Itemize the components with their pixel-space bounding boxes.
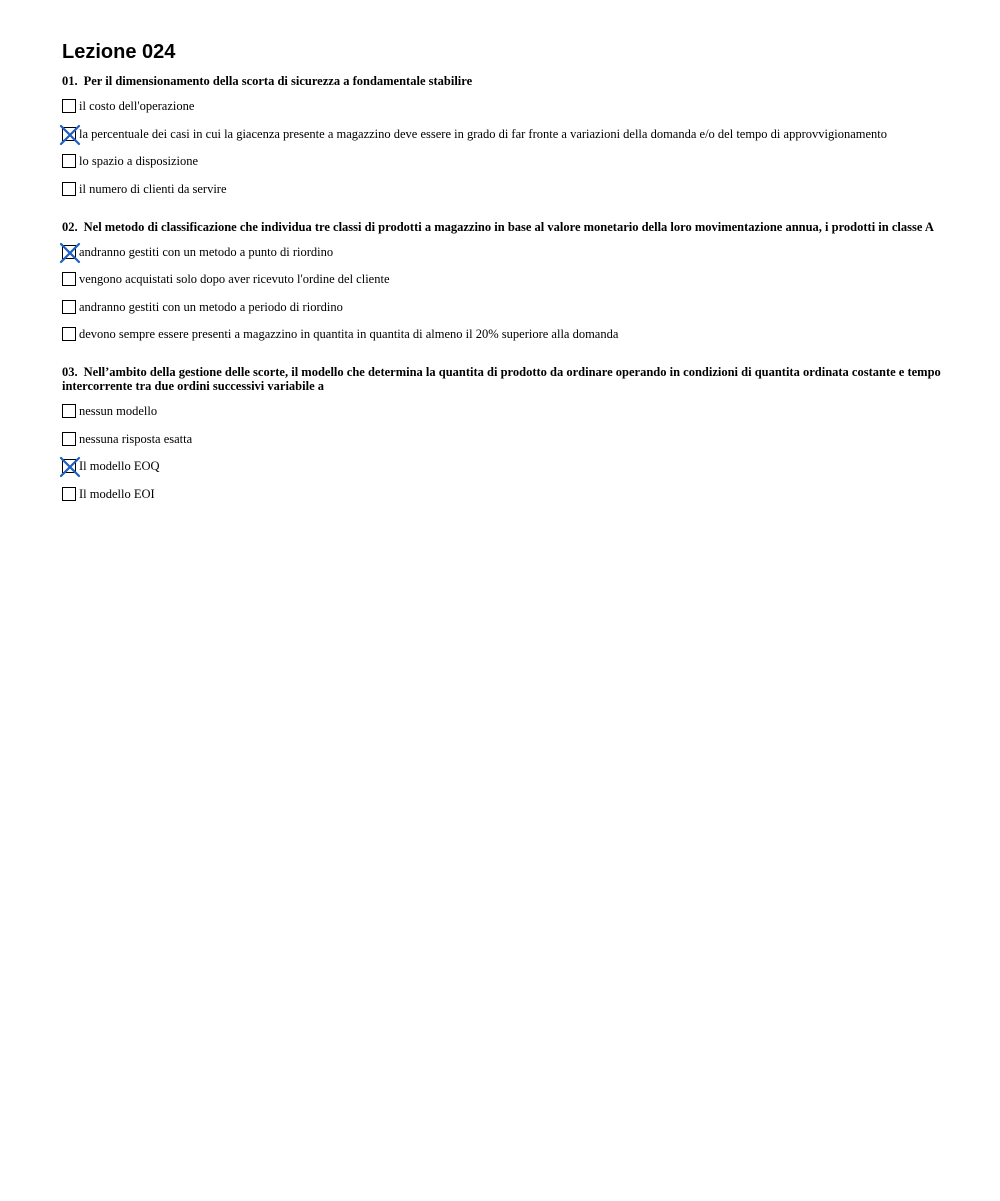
check-mark-icon <box>60 243 80 263</box>
answer-checkbox[interactable] <box>62 182 76 196</box>
answer-checkbox[interactable] <box>62 127 76 141</box>
answer-option[interactable] <box>62 124 942 144</box>
answer-label: nessuna risposta esatta <box>79 431 193 446</box>
question-03 <box>62 365 942 504</box>
question-number: 01. <box>62 74 78 88</box>
answer-option[interactable] <box>62 96 942 116</box>
answer-label: Il modello EOI <box>79 486 155 501</box>
answer-checkbox[interactable] <box>62 272 76 286</box>
page-title: Lezione 024 <box>62 41 176 63</box>
question-01 <box>62 74 942 199</box>
answer-checkbox[interactable] <box>62 327 76 341</box>
answer-label: nessun modello <box>79 404 158 418</box>
question-prompt: Nel metodo di classificazione che individua tre classi di prodotti a magazzino in base al valore monetario della loro movimentazione annua, i prodotti in classe A <box>83 219 934 234</box>
answer-label: lo spazio a disposizione <box>79 154 199 168</box>
answer-checkbox[interactable] <box>62 432 76 446</box>
check-mark-icon <box>60 457 80 477</box>
answer-checkbox[interactable] <box>62 487 76 501</box>
answer-label: Il modello EOQ <box>79 459 160 473</box>
answer-checkbox[interactable] <box>62 300 76 314</box>
answer-label: il numero di clienti da servire <box>79 181 227 196</box>
question-number: 03. <box>62 365 78 379</box>
answer-option[interactable] <box>62 429 942 449</box>
question-prompt: Per il dimensionamento della scorta di sicurezza a fondamentale stabilire <box>83 74 473 88</box>
answer-option[interactable] <box>62 456 942 476</box>
check-mark-icon <box>60 125 80 145</box>
answer-checkbox[interactable] <box>62 404 76 418</box>
answer-label: vengono acquistati solo dopo aver ricevuto l'ordine del cliente <box>79 272 390 286</box>
answer-option[interactable] <box>62 269 942 289</box>
answer-checkbox[interactable] <box>62 245 76 259</box>
answer-checkbox[interactable] <box>62 99 76 113</box>
answer-checkbox[interactable] <box>62 459 76 473</box>
answer-label: la percentuale dei casi in cui la giacenza presente a magazzino deve essere in grado di far fronte a variazioni della domanda e/o del tempo di approvvigionamento <box>79 126 887 141</box>
question-prompt: Nell’ambito della gestione delle scorte, il modello che determina la quantita di prodotto da ordinare operando in condizioni di quantita ordinata costante e tempo intercorrente tra due ordini successivi variabile a <box>62 365 941 393</box>
answer-option[interactable] <box>62 242 942 262</box>
question-text <box>62 74 942 88</box>
answer-option[interactable] <box>62 151 942 171</box>
question-text <box>62 220 942 234</box>
answer-option[interactable] <box>62 179 942 199</box>
answer-label: il costo dell'operazione <box>79 99 195 113</box>
answer-label: devono sempre essere presenti a magazzino in quantita in quantita di almeno il 20% superiore alla domanda <box>79 327 619 341</box>
answer-label: andranno gestiti con un metodo a periodo di riordino <box>79 299 343 314</box>
answer-option[interactable] <box>62 297 942 317</box>
answer-checkbox[interactable] <box>62 154 76 168</box>
question-number: 02. <box>62 219 78 234</box>
quiz-page <box>62 38 942 525</box>
answer-option[interactable] <box>62 484 942 504</box>
answer-label: andranno gestiti con un metodo a punto di riordino <box>79 244 334 259</box>
answer-option[interactable] <box>62 401 942 421</box>
question-text <box>62 365 942 393</box>
question-02 <box>62 220 942 345</box>
answer-option[interactable] <box>62 324 942 344</box>
